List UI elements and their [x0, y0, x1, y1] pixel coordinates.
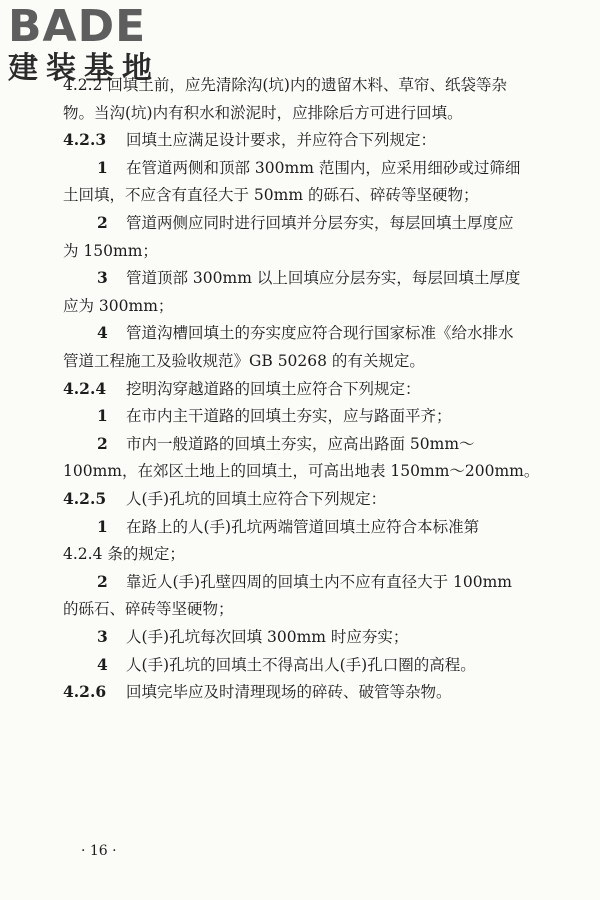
item-line: [0, 265, 600, 291]
item-text: 在管道两侧和顶部 300mm 范围内，应采用细砂或过筛细: [126, 158, 521, 177]
item-line: [0, 155, 600, 181]
item-number: 3: [97, 268, 108, 288]
item-line: [0, 652, 600, 678]
continuation-text: 100mm，在郊区土地上的回填土，可高出地表 150mm～200mm。: [63, 462, 540, 481]
item-number: 4: [97, 323, 108, 343]
continuation-text: 4.2.2 回填土前，应先清除沟(坑)内的遗留木料、草帘、纸袋等杂: [63, 76, 507, 94]
item-line: [0, 210, 600, 236]
item-number: 1: [97, 157, 108, 177]
continuation-text: 物。当沟(坑)内有积水和淤泥时，应排除后方可进行回填。: [63, 103, 463, 122]
clause-number: 4.2.4: [63, 378, 107, 398]
text-line: [0, 72, 600, 98]
item-text: 市内一般道路的回填土夯实，应高出路面 50mm～: [126, 434, 475, 453]
item-number: 4: [97, 654, 108, 674]
item-line: [0, 514, 600, 540]
clause-number: 4.2.6: [63, 682, 107, 702]
page-number: · 16 ·: [81, 843, 117, 859]
item-line: [0, 431, 600, 457]
item-text: 管道沟槽回填土的夯实度应符合现行国家标准《给水排水: [126, 324, 514, 343]
item-text: 人(手)孔坑的回填土不得高出人(手)孔口圈的高程。: [126, 655, 476, 674]
text-line: [0, 293, 600, 319]
clause-line: [0, 486, 600, 512]
item-line: [0, 403, 600, 429]
item-line: [0, 569, 600, 595]
text-line: [0, 182, 600, 208]
item-text: 靠近人(手)孔壁四周的回填土内不应有直径大于 100mm: [126, 572, 513, 591]
continuation-text: 应为 300mm；: [63, 296, 174, 315]
clause-number: 4.2.3: [63, 130, 107, 150]
item-line: [0, 320, 600, 346]
item-number: 1: [97, 516, 108, 536]
item-text: 管道顶部 300mm 以上回填应分层夯实，每层回填土厚度: [126, 269, 521, 288]
continuation-text: 的砾石、碎砖等坚硬物；: [63, 600, 234, 619]
item-text: 在市内主干道路的回填土夯实，应与路面平齐；: [126, 407, 452, 426]
clause-line: [0, 679, 600, 705]
clause-text: 回填土应满足设计要求，并应符合下列规定：: [126, 131, 437, 150]
clause-text: 回填完毕应及时清理现场的碎砖、破管等杂物。: [126, 683, 452, 702]
item-text: 人(手)孔坑每次回填 300mm 时应夯实；: [126, 628, 409, 646]
text-line: [0, 348, 600, 374]
item-line: [0, 624, 600, 650]
text-line: [0, 541, 600, 567]
clause-line: [0, 376, 600, 402]
text-line: [0, 596, 600, 622]
continuation-text: 4.2.4 条的规定；: [63, 545, 185, 564]
item-text: 在路上的人(手)孔坑两端管道回填土应符合本标准第: [126, 517, 480, 536]
item-number: 2: [97, 571, 108, 591]
text-line: [0, 100, 600, 126]
continuation-text: 为 150mm；: [63, 241, 158, 260]
logo-brand: BADE: [8, 1, 147, 52]
item-number: 3: [97, 627, 108, 646]
clause-text: 人(手)孔坑的回填土应符合下列规定：: [126, 490, 387, 508]
text-line: [0, 458, 600, 484]
clause-line: [0, 127, 600, 153]
text-line: [0, 238, 600, 264]
item-text: 管道两侧应同时进行回填并分层夯实，每层回填土厚度应: [126, 214, 514, 232]
item-number: 1: [97, 406, 108, 426]
continuation-text: 管道工程施工及验收规范》GB 50268 的有关规定。: [63, 352, 425, 370]
clause-text: 挖明沟穿越道路的回填土应符合下列规定：: [126, 379, 421, 398]
clause-number: 4.2.5: [63, 489, 107, 508]
item-number: 2: [97, 433, 108, 453]
continuation-text: 土回填，不应含有直径大于 50mm 的砾石、碎砖等坚硬物；: [63, 186, 479, 205]
logo-subtitle: 建装基地: [8, 51, 160, 86]
item-number: 2: [97, 213, 108, 232]
